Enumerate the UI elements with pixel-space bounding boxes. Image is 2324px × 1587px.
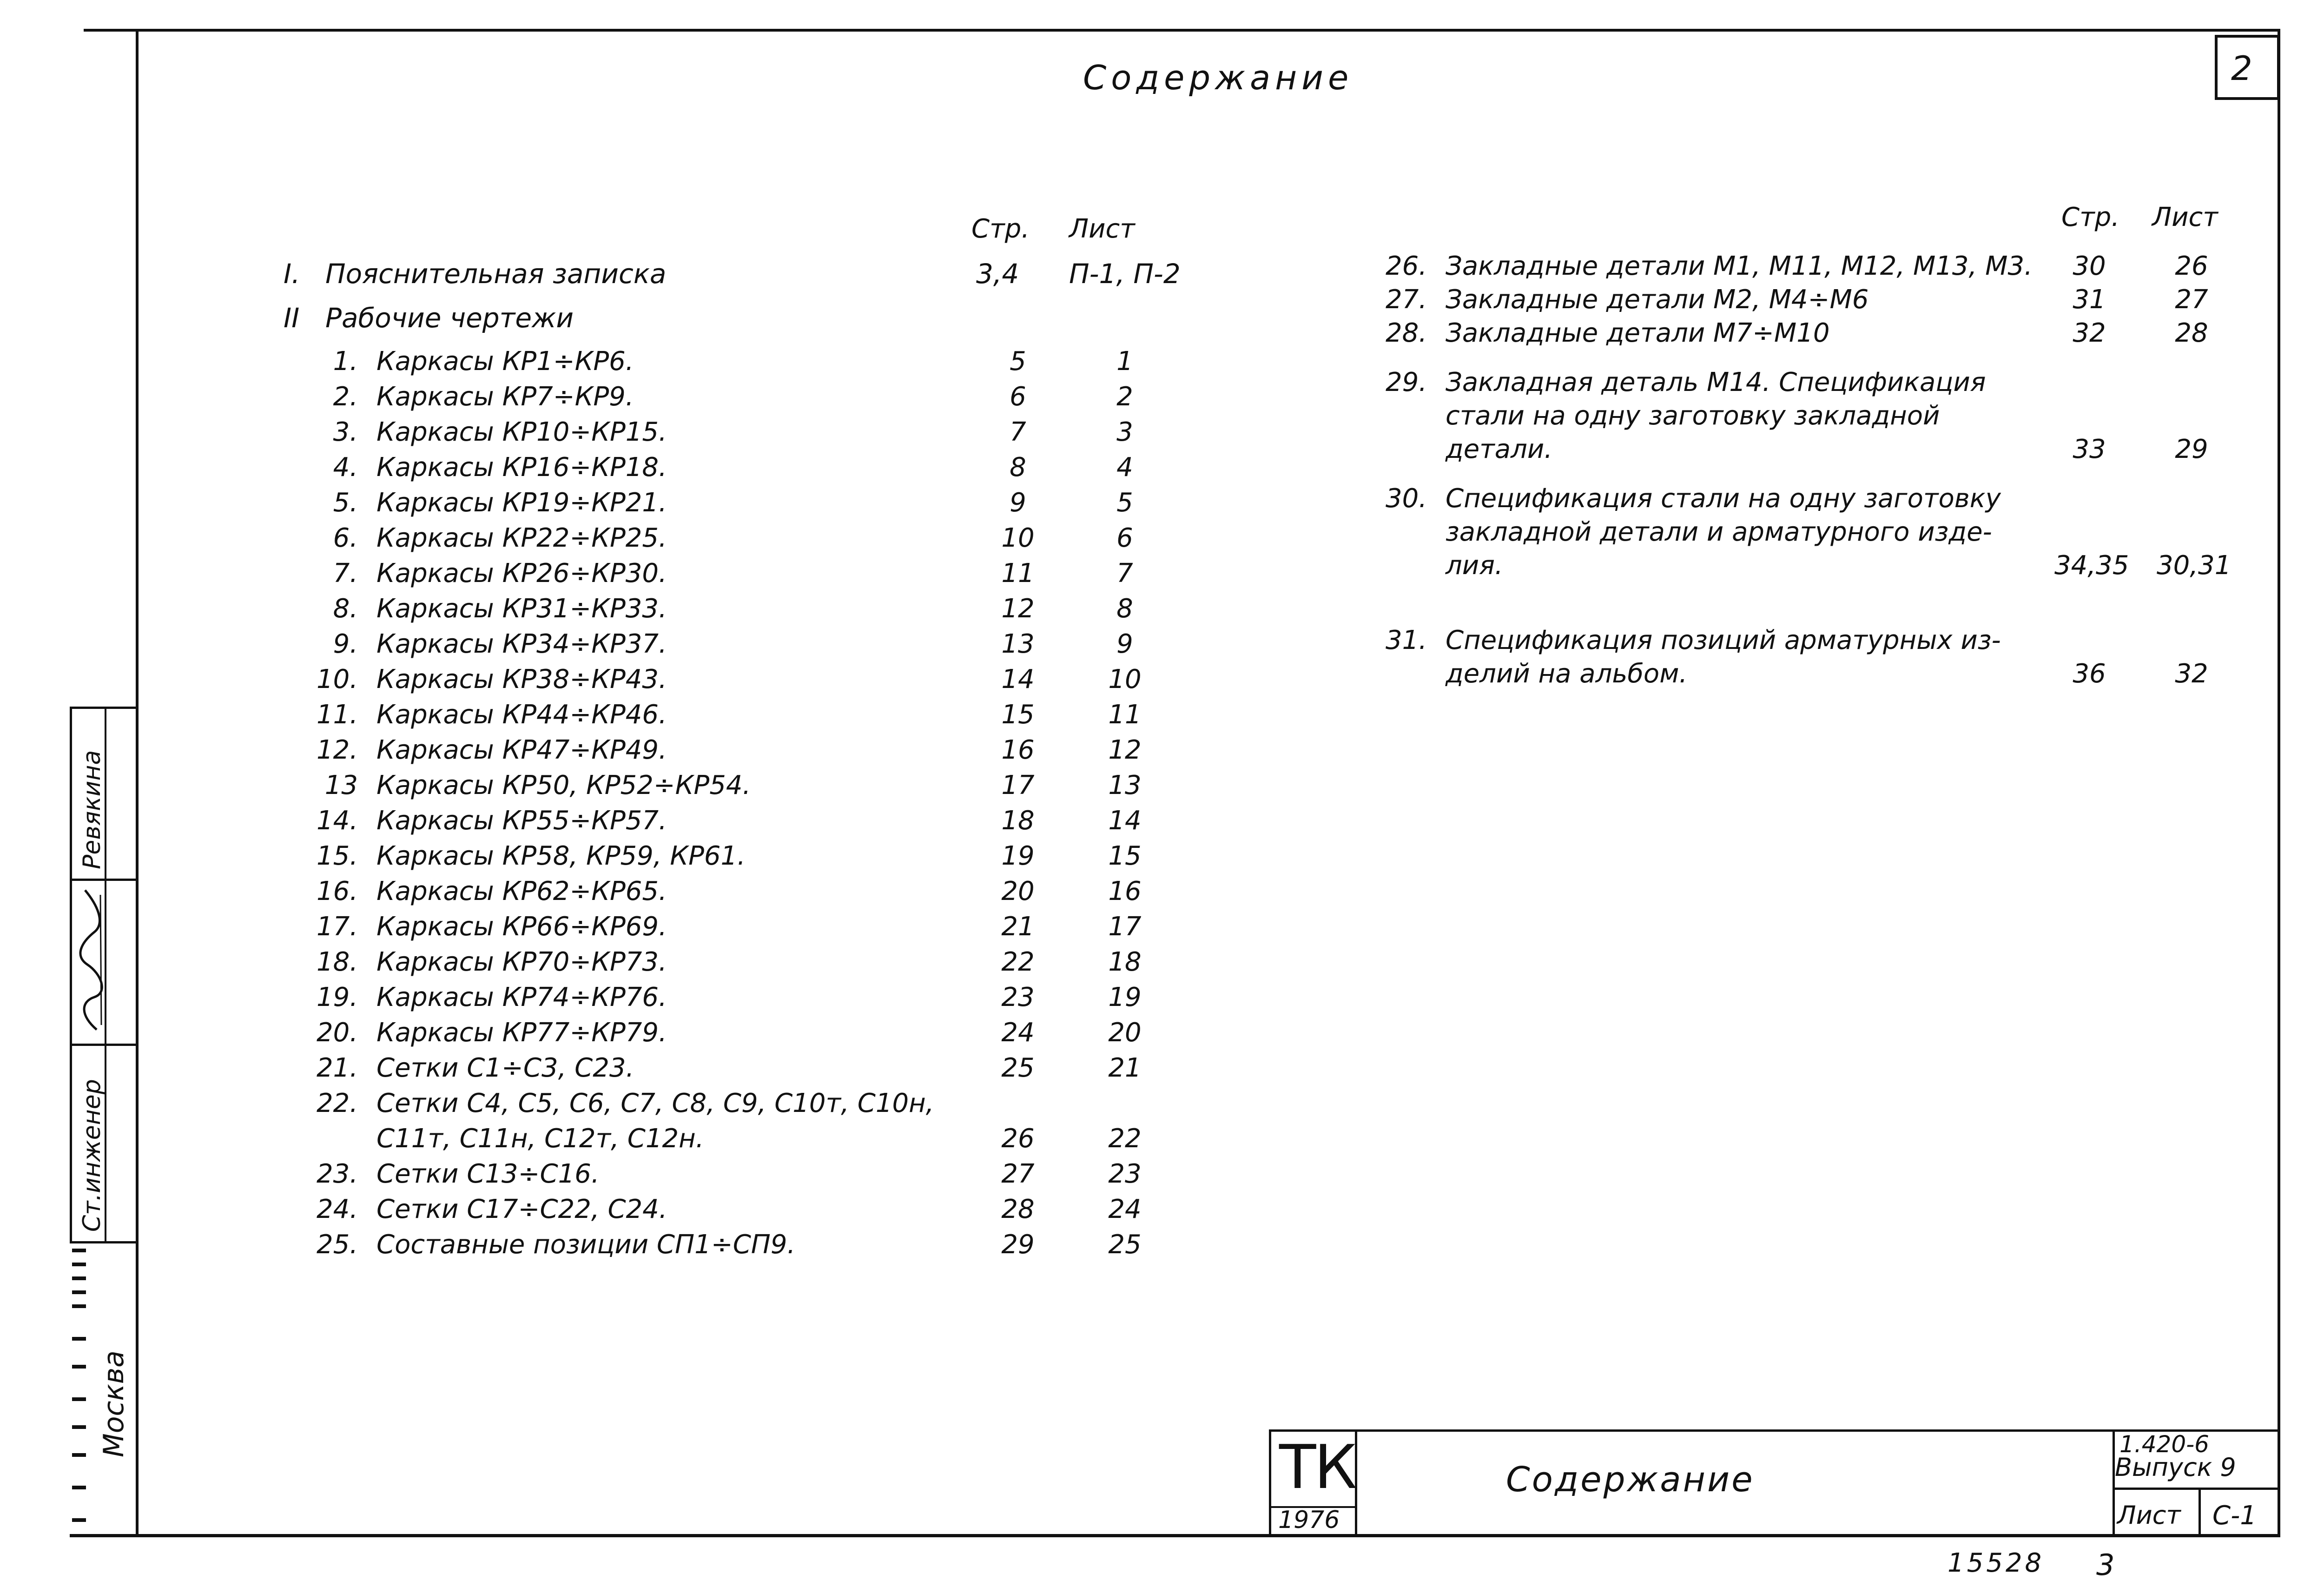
left-item-page: 15: [1001, 700, 1035, 730]
section-1-page: 3,4: [976, 258, 1019, 290]
left-item-sheet: 11: [1108, 700, 1142, 730]
left-item-number: 15.: [316, 841, 358, 871]
stamp-title: Содержание: [1506, 1460, 1755, 1500]
left-item-page: 25: [1001, 1053, 1035, 1083]
archive-number: 15528: [1948, 1548, 2045, 1578]
side-stamp-divider-1: [70, 707, 137, 709]
side-stamp-name: Ревякина: [78, 750, 106, 869]
left-item-number: 21.: [316, 1053, 358, 1083]
right-item-sheet: 26: [2175, 251, 2208, 281]
side-stamp-role: Ст.инженер: [78, 1079, 106, 1232]
frame-right-line: [2278, 29, 2280, 1537]
left-item-number: 18.: [316, 947, 358, 977]
stamp-series: 1.420-6: [2119, 1431, 2209, 1458]
left-item-page: 22: [1001, 947, 1035, 977]
left-item-title: Сетки С1÷С3, С23.: [376, 1053, 634, 1083]
right-item-title-line: Закладная деталь М14. Спецификация: [1446, 367, 1986, 397]
left-header-sheet: Лист: [1069, 214, 1135, 244]
left-item-sheet: 8: [1116, 594, 1133, 624]
side-stamp-left-line: [70, 707, 72, 1241]
left-header-page: Стр.: [971, 214, 1030, 244]
right-header-page: Стр.: [2061, 202, 2120, 232]
stamp-hdiv: [2113, 1488, 2280, 1490]
left-item-page: 24: [1001, 1018, 1035, 1048]
left-item-number: 24.: [316, 1194, 358, 1224]
left-item-sheet: 2: [1116, 382, 1133, 412]
left-item-page: 9: [1010, 488, 1026, 518]
left-item-number: 20.: [316, 1018, 358, 1048]
stamp-sheet-label: Лист: [2117, 1501, 2181, 1530]
left-item-title: Каркасы КР58, КР59, КР61.: [376, 841, 746, 871]
left-item-number: 6.: [333, 523, 358, 553]
left-item-number: 11.: [316, 700, 358, 730]
right-item-title-line: закладной детали и арматурного изде-: [1446, 517, 1992, 547]
left-item-page: 17: [1001, 770, 1035, 800]
right-item-title-line: Спецификация стали на одну заготовку: [1446, 483, 2001, 514]
left-item-title: Каркасы КР10÷КР15.: [376, 417, 667, 447]
left-item-page: 21: [1001, 912, 1035, 942]
frame-left-line: [136, 29, 139, 1537]
left-item-sheet: 4: [1116, 452, 1133, 483]
right-item-page: 31: [2073, 284, 2106, 315]
left-item-title: Сетки С17÷С22, С24.: [376, 1194, 667, 1224]
left-item-title: Каркасы КР34÷КР37.: [376, 629, 667, 659]
side-stamp-divider-4: [70, 1241, 137, 1243]
left-item-sheet: 17: [1108, 912, 1142, 942]
right-item-number: 29.: [1385, 367, 1427, 397]
section-1-sheet: П-1, П-2: [1069, 258, 1181, 290]
left-item-title: Каркасы КР47÷КР49.: [376, 735, 667, 765]
left-item-page: 6: [1010, 382, 1026, 412]
section-2-title: Рабочие чертежи: [325, 302, 574, 334]
left-item-number: 14.: [316, 806, 358, 836]
left-item-sheet: 1: [1116, 346, 1133, 377]
left-item-sheet: 3: [1116, 417, 1133, 447]
left-item-title: Каркасы КР74÷КР76.: [376, 982, 667, 1012]
left-item-number: 4.: [333, 452, 358, 483]
left-item-page: 29: [1001, 1230, 1035, 1260]
left-item-title: Каркасы КР70÷КР73.: [376, 947, 667, 977]
left-item-title: Каркасы КР19÷КР21.: [376, 488, 667, 518]
footer-page-number: 3: [2096, 1548, 2115, 1582]
right-item-page: 36: [2073, 659, 2106, 689]
left-item-number: 3.: [333, 417, 358, 447]
left-item-title: Каркасы КР77÷КР79.: [376, 1018, 667, 1048]
left-item-page: 7: [1010, 417, 1026, 447]
right-item-title-line: делий на альбом.: [1446, 659, 1688, 689]
left-item-number: 19.: [316, 982, 358, 1012]
left-item-number: 10.: [316, 664, 358, 694]
stamp-sheet-value: С-1: [2212, 1501, 2257, 1531]
right-item-number: 27.: [1385, 284, 1427, 315]
right-item-title-line: Спецификация позиций арматурных из-: [1446, 625, 2001, 655]
right-item-title-line: лия.: [1446, 550, 1503, 581]
left-item-page: 26: [1001, 1124, 1035, 1154]
left-item-number: 9.: [333, 629, 358, 659]
left-item-page: 27: [1001, 1159, 1035, 1189]
left-item-title: Сетки С4, С5, С6, С7, С8, С9, С10т, С10н,: [376, 1088, 934, 1118]
left-item-title: Составные позиции СП1÷СП9.: [376, 1230, 796, 1260]
side-stamp-divider-3: [70, 1044, 137, 1046]
left-item-number: 5.: [333, 488, 358, 518]
right-item-page: 30: [2073, 251, 2106, 281]
left-item-number: 25.: [316, 1230, 358, 1260]
left-item-page: 20: [1001, 876, 1035, 906]
left-item-sheet: 5: [1116, 488, 1133, 518]
section-2-numeral: II: [284, 302, 300, 334]
left-item-page: 13: [1001, 629, 1035, 659]
left-item-number: 12.: [316, 735, 358, 765]
left-item-page: 10: [1001, 523, 1035, 553]
left-item-sheet: 18: [1108, 947, 1142, 977]
left-item-number: 7.: [333, 558, 358, 589]
right-item-number: 28.: [1385, 318, 1427, 348]
page-title: Содержание: [1083, 58, 1353, 97]
left-item-title: Каркасы КР26÷КР30.: [376, 558, 667, 589]
left-item-number: 23.: [316, 1159, 358, 1189]
left-item-number: 2.: [333, 382, 358, 412]
left-item-title: Каркасы КР31÷КР33.: [376, 594, 667, 624]
left-item-page: 23: [1001, 982, 1035, 1012]
right-item-title-line: Закладные детали М2, М4÷М6: [1446, 284, 1869, 315]
left-item-sheet: 22: [1108, 1124, 1142, 1154]
right-item-page: 33: [2073, 434, 2106, 464]
left-item-title-line2: С11т, С11н, С12т, С12н.: [376, 1124, 704, 1154]
section-1-title: Пояснительная записка: [325, 258, 667, 290]
right-item-number: 26.: [1385, 251, 1427, 281]
left-item-sheet: 23: [1108, 1159, 1142, 1189]
left-item-number: 17.: [316, 912, 358, 942]
left-item-sheet: 16: [1108, 876, 1142, 906]
right-item-page: 34,35: [2054, 550, 2129, 581]
left-item-sheet: 9: [1116, 629, 1133, 659]
right-item-page: 32: [2073, 318, 2106, 348]
left-item-sheet: 6: [1116, 523, 1133, 553]
left-item-title: Сетки С13÷С16.: [376, 1159, 600, 1189]
archive-stamp-marks: [70, 1246, 88, 1534]
left-item-title: Каркасы КР22÷КР25.: [376, 523, 667, 553]
left-item-sheet: 15: [1108, 841, 1142, 871]
right-item-title-line: Закладные детали М7÷М10: [1446, 318, 1830, 348]
right-item-sheet: 27: [2175, 284, 2208, 315]
stamp-left-line: [1269, 1429, 1271, 1536]
stamp-org-code: ТК: [1279, 1432, 1355, 1502]
left-item-page: 8: [1010, 452, 1026, 483]
right-item-sheet: 32: [2175, 659, 2208, 689]
left-item-page: 14: [1001, 664, 1035, 694]
left-item-sheet: 19: [1108, 982, 1142, 1012]
stamp-year: 1976: [1278, 1506, 1340, 1534]
right-item-sheet: 28: [2175, 318, 2208, 348]
left-item-title: Каркасы КР50, КР52÷КР54.: [376, 770, 751, 800]
left-item-title: Каркасы КР62÷КР65.: [376, 876, 667, 906]
right-header-sheet: Лист: [2152, 202, 2218, 232]
left-item-sheet: 20: [1108, 1018, 1142, 1048]
right-item-title-line: Закладные детали М1, М11, М12, М13, М3.: [1446, 251, 2033, 281]
left-item-sheet: 14: [1108, 806, 1142, 836]
left-item-page: 12: [1001, 594, 1035, 624]
left-item-title: Каркасы КР38÷КР43.: [376, 664, 667, 694]
frame-bottom-line: [70, 1534, 2280, 1537]
left-item-page: 28: [1001, 1194, 1035, 1224]
left-item-title: Каркасы КР66÷КР69.: [376, 912, 667, 942]
side-stamp-signature: [78, 886, 106, 1034]
left-item-title: Каркасы КР1÷КР6.: [376, 346, 634, 377]
frame-top-line: [84, 29, 2280, 32]
left-item-number: 13: [324, 770, 358, 800]
left-item-sheet: 12: [1108, 735, 1142, 765]
right-item-sheet: 30,31: [2157, 550, 2232, 581]
left-item-number: 22.: [316, 1088, 358, 1118]
right-item-title-line: стали на одну заготовку закладной: [1446, 401, 1940, 431]
left-item-sheet: 13: [1108, 770, 1142, 800]
left-item-title: Каркасы КР16÷КР18.: [376, 452, 667, 483]
stamp-div-3: [2199, 1488, 2201, 1536]
side-stamp-city: Москва: [98, 1350, 130, 1457]
stamp-div-2: [2113, 1429, 2115, 1536]
left-item-title: Каркасы КР44÷КР46.: [376, 700, 667, 730]
right-item-number: 31.: [1385, 625, 1427, 655]
left-item-page: 19: [1001, 841, 1035, 871]
left-item-number: 16.: [316, 876, 358, 906]
left-item-sheet: 10: [1108, 664, 1142, 694]
sheet-number: 2: [2231, 49, 2252, 88]
left-item-page: 18: [1001, 806, 1035, 836]
left-item-number: 1.: [333, 346, 358, 377]
right-item-number: 30.: [1385, 483, 1427, 514]
side-stamp-divider-2: [70, 879, 137, 881]
left-item-number: 8.: [333, 594, 358, 624]
stamp-issue: Выпуск 9: [2115, 1453, 2236, 1482]
left-item-page: 11: [1001, 558, 1035, 589]
left-item-sheet: 7: [1116, 558, 1133, 589]
left-item-page: 5: [1010, 346, 1026, 377]
left-item-sheet: 21: [1108, 1053, 1142, 1083]
right-item-title-line: детали.: [1446, 434, 1553, 464]
left-item-page: 16: [1001, 735, 1035, 765]
right-item-sheet: 29: [2175, 434, 2208, 464]
section-1-numeral: I.: [284, 258, 300, 290]
left-item-title: Каркасы КР55÷КР57.: [376, 806, 667, 836]
left-item-title: Каркасы КР7÷КР9.: [376, 382, 634, 412]
left-item-sheet: 25: [1108, 1230, 1142, 1260]
left-item-sheet: 24: [1108, 1194, 1142, 1224]
